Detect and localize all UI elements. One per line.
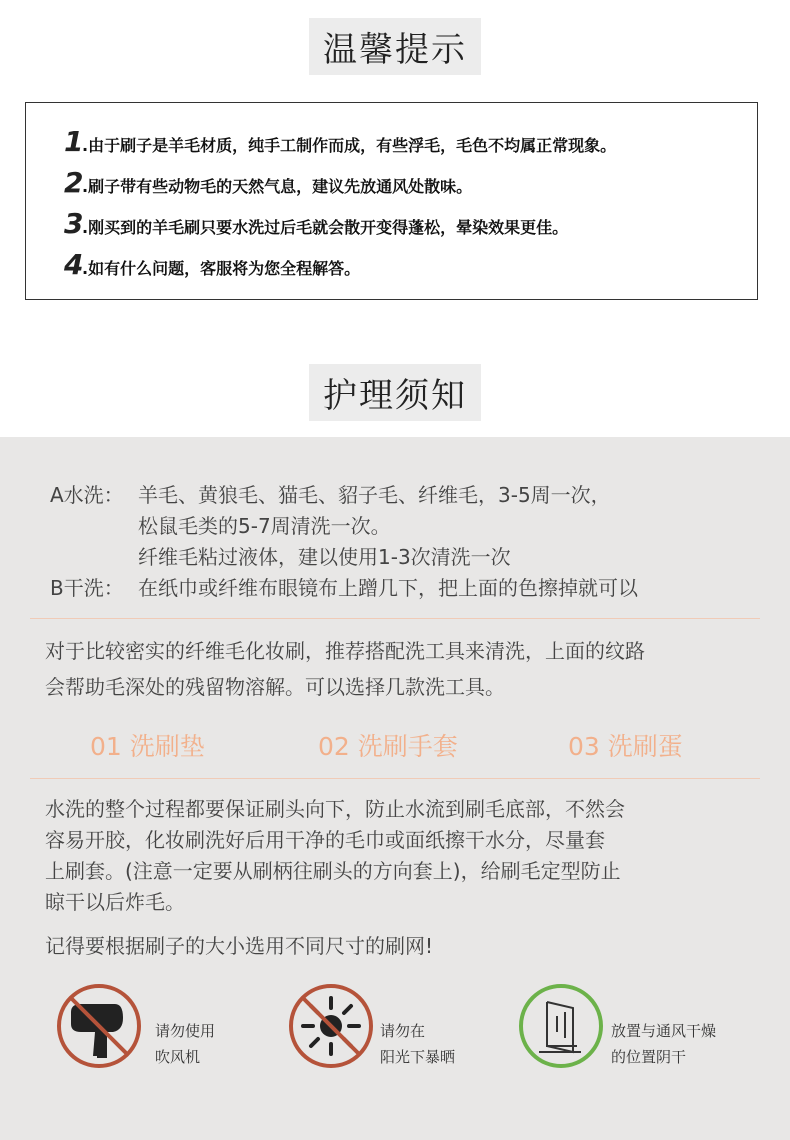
wash-a-line: 松鼠毛类的5-7周清洗一次。 (138, 514, 391, 538)
tip-item (64, 166, 472, 200)
tip-item (64, 207, 568, 241)
reminder-text: 记得要根据刷子的大小选用不同尺寸的刷网! (45, 934, 434, 958)
wash-b-line: 在纸巾或纤维布眼镜布上蹭几下，把上面的色擦掉就可以 (138, 576, 638, 600)
wash-a-line: 羊毛、黄狼毛、猫毛、貂子毛、纤维毛，3-5周一次， (138, 483, 611, 507)
tool-wash-glove: 02 洗刷手套 (318, 732, 458, 761)
care-panel (0, 437, 790, 1140)
tip-number: 4 (64, 248, 84, 281)
tips-title: 温馨提示 (309, 18, 481, 75)
care-title: 护理须知 (309, 364, 481, 421)
process-line: 晾干以后炸毛。 (45, 890, 185, 914)
icon-label: 放置与通风干燥 的位置阴干 (611, 1022, 717, 1066)
tip-item (64, 248, 360, 282)
tip-number: 2 (64, 166, 84, 199)
wash-a-line: 纤维毛粘过液体，建以使用1-3次清洗一次 (138, 545, 511, 569)
recommend-line: 对于比较密实的纤维毛化妆刷，推荐搭配洗工具来清洗，上面的纹路 (45, 639, 645, 663)
tool-wash-pad: 01 洗刷垫 (90, 732, 205, 761)
tip-text: .由于刷子是羊毛材质，纯手工制作而成，有些浮毛，毛色不均属正常现象。 (82, 136, 617, 155)
no-hair-dryer-icon (55, 982, 143, 1070)
tip-number: 1 (64, 125, 84, 158)
ventilated-dry-icon (517, 982, 605, 1070)
no-sunlight-icon (287, 982, 375, 1070)
tip-number: 3 (64, 207, 84, 240)
process-line: 容易开胶，化妆刷洗好后用干净的毛巾或面纸擦干水分，尽量套 (45, 828, 605, 852)
tool-wash-egg: 03 洗刷蛋 (568, 732, 683, 761)
divider (30, 778, 760, 779)
wash-a-label: A水洗： (50, 483, 124, 507)
process-line: 水洗的整个过程都要保证刷头向下，防止水流到刷毛底部，不然会 (45, 797, 625, 821)
tip-text: .如有什么问题，客服将为您全程解答。 (82, 259, 361, 278)
tip-item (64, 125, 616, 159)
tips-box (25, 102, 758, 300)
recommend-line: 会帮助毛深处的残留物溶解。可以选择几款洗工具。 (45, 675, 505, 699)
tip-text: .刚买到的羊毛刷只要水洗过后毛就会散开变得蓬松，晕染效果更佳。 (82, 218, 569, 237)
divider (30, 618, 760, 619)
tip-text: .刷子带有些动物毛的天然气息，建议先放通风处散味。 (82, 177, 473, 196)
wash-b-label: B干洗： (50, 576, 124, 600)
icon-label: 请勿使用 吹风机 (155, 1022, 216, 1066)
icon-label: 请勿在 阳光下暴晒 (380, 1022, 456, 1066)
process-line: 上刷套。(注意一定要从刷柄往刷头的方向套上)，给刷毛定型防止 (45, 859, 621, 883)
